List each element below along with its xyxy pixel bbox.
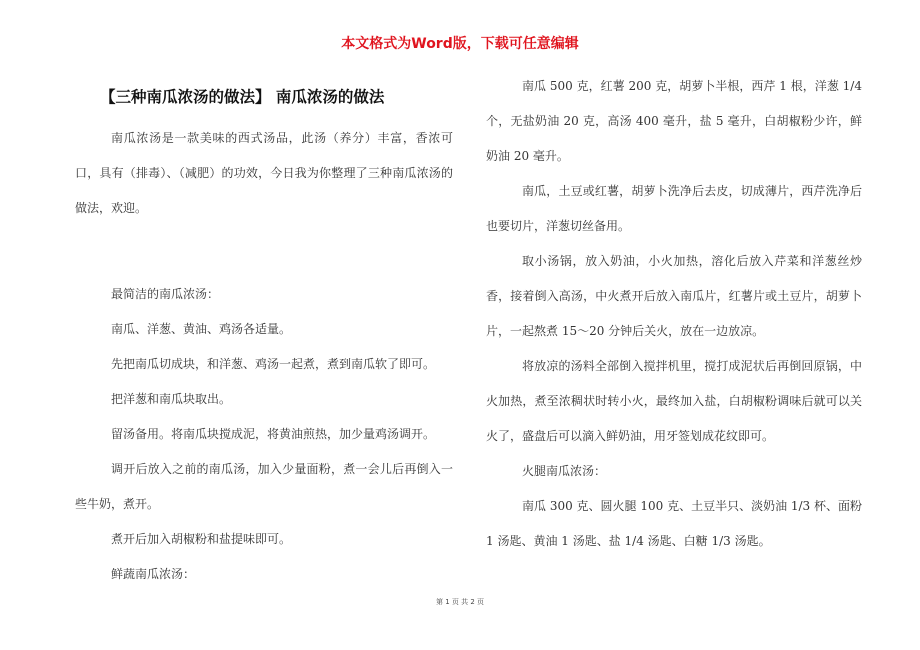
paragraph: 调开后放入之前的南瓜汤，加入少量面粉，煮一会儿后再倒入一些牛奶，煮开。 [75,462,453,511]
paragraph: 火腿南瓜浓汤： [522,464,607,478]
paragraph: 把洋葱和南瓜块取出。 [111,392,232,406]
left-column [75,121,453,592]
right-column [486,69,862,559]
format-banner: 本文格式为Word版，下载可任意编辑 [341,36,579,52]
paragraph: 取小汤锅，放入奶油，小火加热，溶化后放入芹菜和洋葱丝炒香，接着倒入高汤，中火煮开后放入南瓜片，红薯片或土豆片，胡萝卜片，一起熬煮 15～20 分钟后关火，放在一边放凉。 [486,254,862,338]
document-title: 【三种南瓜浓汤的做法】 南瓜浓汤的做法 [100,88,385,106]
paragraph: 南瓜、洋葱、黄油、鸡汤各适量。 [111,322,292,336]
paragraph: 南瓜 300 克、圆火腿 100 克、土豆半只、淡奶油 1/3 杯、面粉 1 汤匙、黄油 1 汤匙、盐 1/4 汤匙、白糖 1/3 汤匙。 [486,499,863,548]
page-footer: 第 1 页 共 2 页 [435,598,485,606]
paragraph: 将放凉的汤料全部倒入搅拌机里，搅打成泥状后再倒回原锅，中火加热，煮至浓稠状时转小火，最终加入盐，白胡椒粉调味后就可以关火了，盛盘后可以滴入鲜奶油，用牙签划成花纹即可。 [486,359,862,443]
paragraph: 鲜蔬南瓜浓汤： [111,567,196,581]
paragraph: 留汤备用。将南瓜块搅成泥，将黄油煎热，加少量鸡汤调开。 [111,427,436,441]
paragraph: 煮开后加入胡椒粉和盐提味即可。 [111,532,292,546]
paragraph: 南瓜，土豆或红薯，胡萝卜洗净后去皮，切成薄片，西芹洗净后也要切片，洋葱切丝备用。 [486,184,862,233]
paragraph: 先把南瓜切成块，和洋葱、鸡汤一起煮，煮到南瓜软了即可。 [111,357,436,371]
paragraph: 南瓜 500 克，红薯 200 克，胡萝卜半根，西芹 1 根，洋葱 1/4 个，无盐奶油 20 克，高汤 400 毫升，盐 5 毫升，白胡椒粉少许，鲜奶油 20 毫升。 [486,79,862,163]
intro-paragraph: 南瓜浓汤是一款美味的西式汤品，此汤（养分）丰富，香浓可口，具有（排毒）、（减肥）的功效，今日我为你整理了三种南瓜浓汤的做法，欢迎。 [75,131,453,215]
paragraph: 最简洁的南瓜浓汤： [111,287,220,301]
spacer [75,226,453,277]
